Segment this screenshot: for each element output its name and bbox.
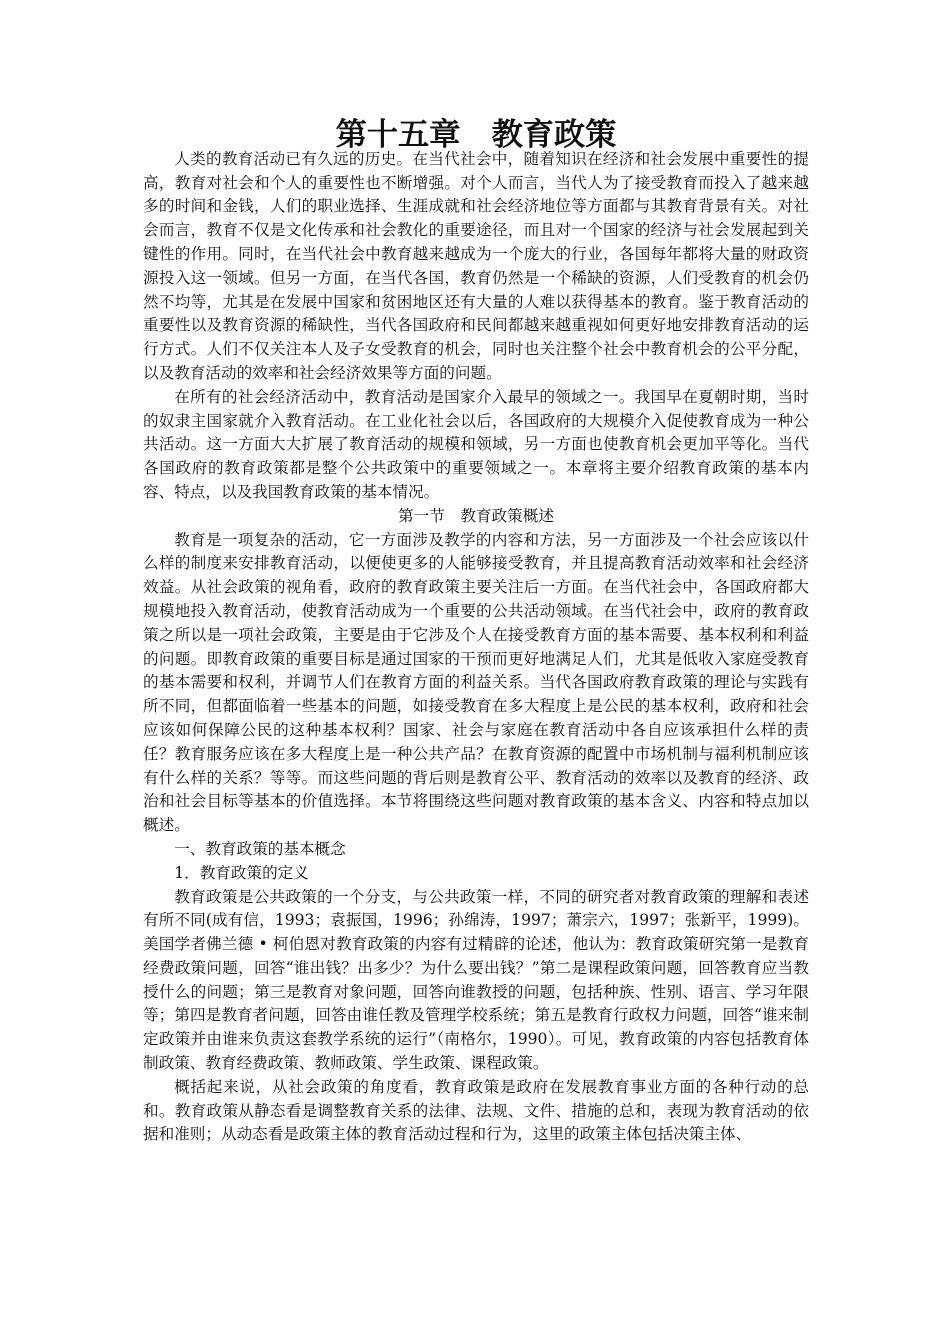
section-paragraph: 教育是一项复杂的活动，它一方面涉及教学的内容和方法，另一方面涉及一个社会应该以什么样的制度来安排教育活动，以便使更多的人能够接受教育，并且提高教育活动效率和社会经济效益。从社会政策的视角看，政府的教育政策主要关注后一方面。在当代社会中，各国政府都大规模地投入教育活动，使教育活动成为一个重要的公共活动领域。在当代社会中，政府的教育政策之所以是一项社会政策，主要是由于它涉及个人在接受教育方面的基本需要、基本权利和利益的问题。即教育政策的重要目标是通过国家的干预而更好地满足人们，尤其是低收入家庭受教育的基本需要和权利，并调节人们在教育方面的利益关系。当代各国政府教育政策的理论与实践有所不同，但都面临着一些基本的问题，如接受教育在多大程度上是公民的基本权利，政府和社会应该如何保障公民的这种基本权利？国家、社会与家庭在教育活动中各自应该承担什么样的责任？教育服务应该在多大程度上是一种公共产品？在教育资源的配置中市场机制与福利机制应该有什么样的关系？等等。而这些问题的背后则是教育公平、教育活动的效率以及教育的经济、政治和社会目标等基本的价值选择。本节将围绕这些问题对教育政策的基本含义、内容和特点加以概述。 <box>143 530 809 835</box>
section-title: 第一节 教育政策概述 <box>398 506 554 525</box>
intro-paragraph-1: 人类的教育活动已有久远的历史。在当代社会中，随着知识在经济和社会发展中重要性的提高，教育对社会和个人的重要性也不断增强。对个人而言，当代人为了接受教育而投入了越来越多的时间和金钱，人们的职业选择、生涯成就和社会经济地位等方面都与其教育背景有关。对社会而言，教育不仅是文化传承和社会教化的重要途径，而且对一个国家的经济与社会发展起到关键性的作用。同时，在当代社会中教育越来越成为一个庞大的行业，各国每年都将大量的财政资源投入这一领域。但另一方面，在当代各国，教育仍然是一个稀缺的资源，人们受教育的机会仍然不均等，尤其是在发展中国家和贫困地区还有大量的人难以获得基本的教育。鉴于教育活动的重要性以及教育资源的稀缺性，当代各国政府和民间都越来越重视如何更好地安排教育活动的运行方式。人们不仅关注本人及子女受教育的机会，同时也关注整个社会中教育机会的公平分配，以及教育活动的效率和社会经济效果等方面的问题。 <box>143 149 809 382</box>
document-page <box>143 117 809 1147</box>
intro-paragraph-2: 在所有的社会经济活动中，教育活动是国家介入最早的领域之一。我国早在夏朝时期，当时的奴隶主国家就介入教育活动。在工业化社会以后，各国政府的大规模介入促使教育成为一种公共活动。这一方面大大扩展了教育活动的规模和领域，另一方面也使教育机会更加平等化。当代各国政府的教育政策都是整个公共政策中的重要领域之一。本章将主要介绍教育政策的基本内容、特点，以及我国教育政策的基本情况。 <box>143 387 809 501</box>
subheading-definition: 1．教育政策的定义 <box>174 863 309 882</box>
subheading-basic-concepts: 一、教育政策的基本概念 <box>174 839 346 858</box>
definition-paragraph-2: 概括起来说，从社会政策的角度看，教育政策是政府在发展教育事业方面的各种行动的总和。教育政策从静态看是调整教育关系的法律、法规、文件、措施的总和，表现为教育活动的依据和准则；从动态看是政策主体的教育活动过程和行为，这里的政策主体包括决策主体、 <box>143 1077 809 1144</box>
definition-paragraph-1: 教育政策是公共政策的一个分支，与公共政策一样，不同的研究者对教育政策的理解和表述有所不同(成有信，1993；袁振国，1996；孙绵涛，1997；萧宗六，1997；张新平，1999)。美国学者佛兰德 • 柯伯恩对教育政策的内容有过精辟的论述，他认为：教育政策研究第一是教育经费政策问题，回答“谁出钱？出多少？为什么要出钱？”第二是课程政策问题，回答教育应当教授什么的问题；第三是教育对象问题，回答向谁教授的问题，包括种族、性别、语言、学习年限等；第四是教育者问题，回答由谁任教及管理学校系统；第五是教育行政权力问题，回答“谁来制定政策并由谁来负责这套教学系统的运行”（南格尔，1990）。可见，教育政策的内容包括教育体制政策、教育经费政策、教师政策、学生政策、课程政策。 <box>143 887 809 1073</box>
chapter-title: 第十五章 教育政策 <box>335 117 617 153</box>
